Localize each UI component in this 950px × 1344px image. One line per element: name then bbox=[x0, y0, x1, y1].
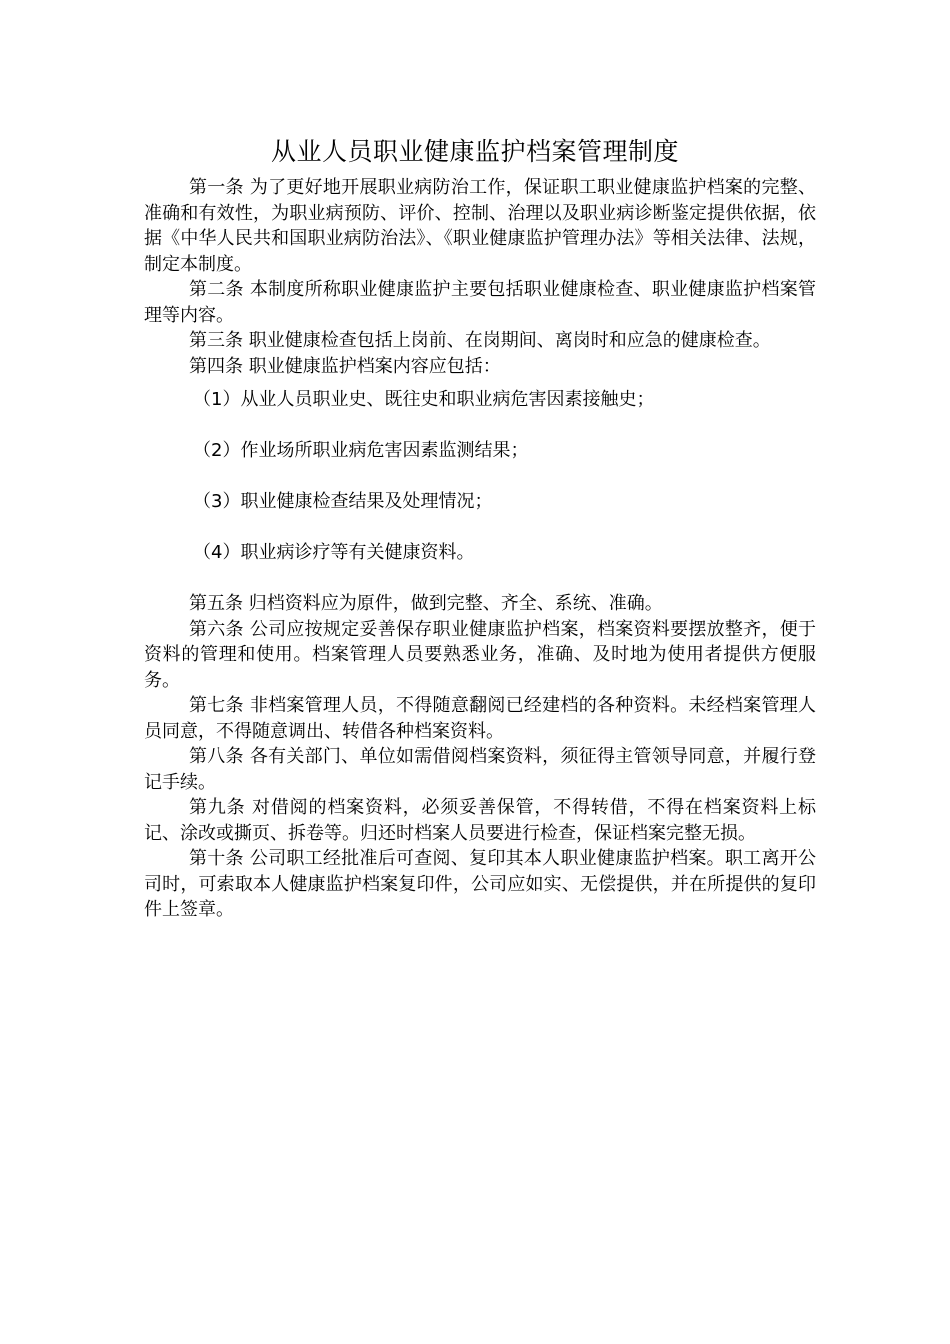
article-7: 第七条 非档案管理人员，不得随意翻阅已经建档的各种资料。未经档案管理人员同意，不得随意调出、转借各种档案资料。 bbox=[144, 695, 816, 742]
article-4: 第四条 职业健康监护档案内容应包括： bbox=[189, 355, 501, 377]
article-6: 第六条 公司应按规定妥善保存职业健康监护档案，档案资料要摆放整齐，便于资料的管理和使用。档案管理人员要熟悉业务，准确、及时地为使用者提供方便服务。 bbox=[144, 618, 816, 691]
article-5: 第五条 归档资料应为原件，做到完整、齐全、系统、准确。 bbox=[189, 593, 663, 614]
article-8: 第八条 各有关部门、单位如需借阅档案资料，须征得主管领导同意，并履行登记手续。 bbox=[144, 746, 816, 793]
document-body bbox=[144, 175, 816, 923]
list-item: （1）从业人员职业史、既往史和职业病危害因素接触史； bbox=[193, 389, 655, 410]
list-item: （2）作业场所职业病危害因素监测结果； bbox=[193, 440, 529, 461]
article-1: 第一条 为了更好地开展职业病防治工作，保证职工职业健康监护档案的完整、准确和有效性，为职业病预防、评价、控制、治理以及职业病诊断鉴定提供依据，依据《中华人民共和国职业病防治法》、《职业健康监护管理办法》等相关法律、法规，制定本制度。 bbox=[144, 177, 816, 275]
list-item: （3）职业健康检查结果及处理情况； bbox=[193, 491, 493, 512]
list-item: （4）职业病诊疗等有关健康资料。 bbox=[193, 542, 475, 563]
article-9: 第九条 对借阅的档案资料，必须妥善保管，不得转借，不得在档案资料上标记、涂改或撕页、拆卷等。归还时档案人员要进行检查，保证档案完整无损。 bbox=[144, 797, 816, 844]
article-4-list bbox=[144, 387, 816, 591]
document-title: 从业人员职业健康监护档案管理制度 bbox=[270, 137, 679, 166]
article-2: 第二条 本制度所称职业健康监护主要包括职业健康检查、职业健康监护档案管理等内容。 bbox=[144, 279, 816, 326]
article-3: 第三条 职业健康检查包括上岗前、在岗期间、离岗时和应急的健康检查。 bbox=[189, 330, 771, 351]
article-10: 第十条 公司职工经批准后可查阅、复印其本人职业健康监护档案。职工离开公司时，可索取本人健康监护档案复印件，公司应如实、无偿提供，并在所提供的复印件上签章。 bbox=[144, 848, 816, 920]
